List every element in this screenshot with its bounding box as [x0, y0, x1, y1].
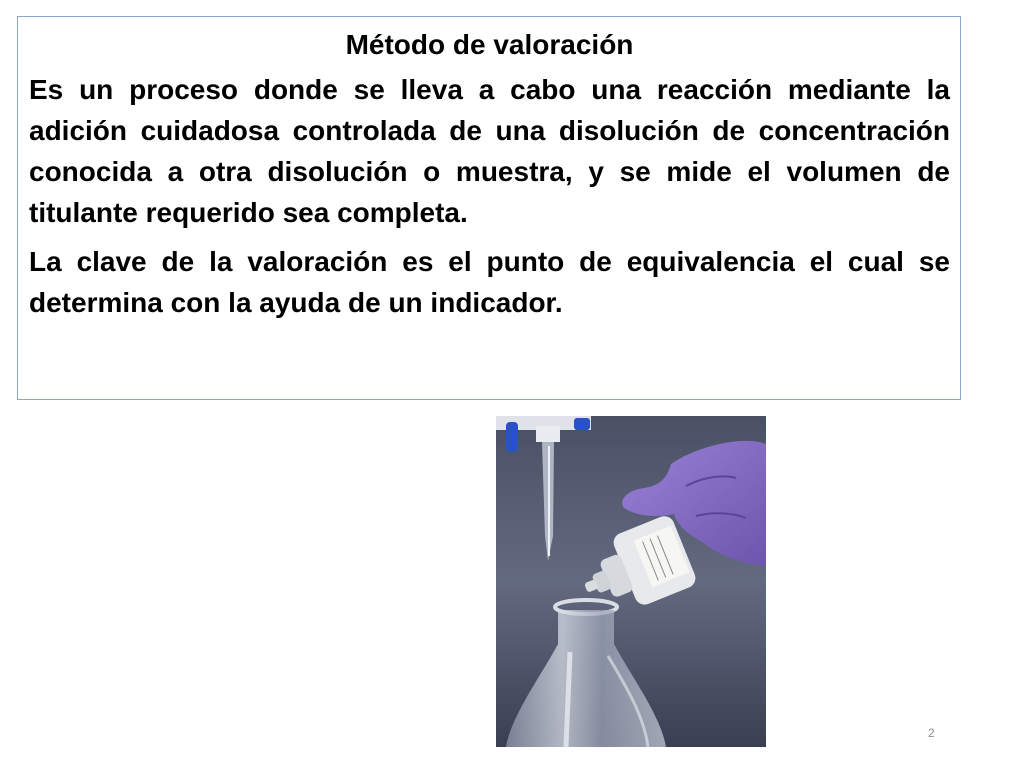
- content-text-box: [17, 16, 961, 400]
- page-number: 2: [928, 726, 935, 740]
- slide-title: Método de valoración: [345, 29, 634, 60]
- paragraph-equivalence-point: La clave de la valoración es el punto de equivalencia el cual se determina con la ayuda de un indicador.: [29, 246, 950, 318]
- paragraph-definition: Es un proceso donde se lleva a cabo una reacción mediante la adición cuidadosa controlada de una disolución de concentración conocida a otra disolución o muestra, y se mide el volumen de titulante requerido sea completa.: [29, 74, 950, 228]
- titration-photo: [496, 416, 766, 747]
